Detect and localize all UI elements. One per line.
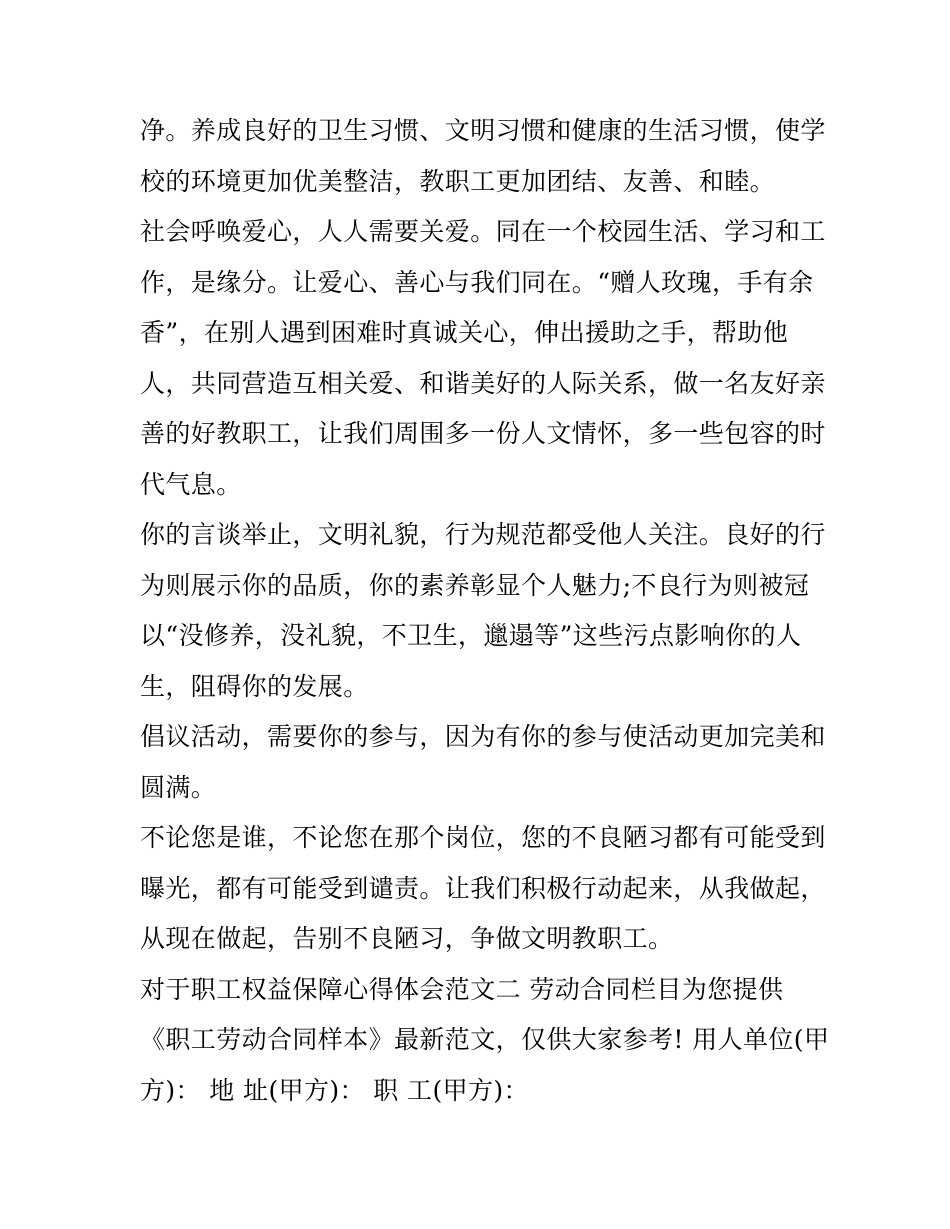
- text-line: 《职工劳动合同样本》最新范文，仅供大家参考! 用人单位(甲: [140, 1025, 830, 1054]
- text-line: 净。养成良好的卫生习惯、文明习惯和健康的生活习惯，使学: [140, 116, 826, 145]
- text-line: 从现在做起，告别不良陋习，争做文明教职工。: [140, 924, 674, 953]
- text-line: 作，是缘分。让爱心、善心与我们同在。“赠人玫瑰，手有余: [140, 267, 814, 297]
- text-line: 人，共同营造互相关爱、和谐美好的人际关系，做一名友好亲: [140, 368, 826, 398]
- text-line: 倡议活动，需要你的参与，因为有你的参与使活动更加完美和: [140, 722, 826, 751]
- text-line: 代气息。: [140, 469, 242, 499]
- text-line: 圆满。: [140, 772, 217, 802]
- text-line: 对于职工权益保障心得体会范文二 劳动合同栏目为您提供: [140, 974, 784, 1004]
- document-body-text: [140, 106, 830, 1116]
- text-line: 曝光，都有可能受到谴责。让我们积极行动起来，从我做起，: [140, 873, 826, 903]
- text-line: 以“没修养，没礼貌，不卫生，邋遢等”这些污点影响你的人: [140, 621, 802, 650]
- text-line: 校的环境更加优美整洁，教职工更加团结、友善、和睦。: [140, 166, 776, 196]
- text-line: 香”，在别人遇到困难时真诚关心，伸出援助之手，帮助他: [140, 318, 789, 347]
- text-line: 方)： 地 址(甲方)： 职 工(甲方)：: [140, 1075, 529, 1105]
- text-line: 生，阻碍你的发展。: [140, 671, 369, 701]
- text-line: 不论您是谁，不论您在那个岗位，您的不良陋习都有可能受到: [140, 823, 826, 852]
- text-line: 为则展示你的品质，你的素养彰显个人魅力;不良行为则被冠: [140, 570, 810, 600]
- text-line: 善的好教职工，让我们周围多一份人文情怀，多一些包容的时: [140, 419, 826, 448]
- text-line: 社会呼唤爱心，人人需要关爱。同在一个校园生活、学习和工: [140, 217, 826, 246]
- text-line: 你的言谈举止，文明礼貌，行为规范都受他人关注。良好的行: [140, 520, 826, 549]
